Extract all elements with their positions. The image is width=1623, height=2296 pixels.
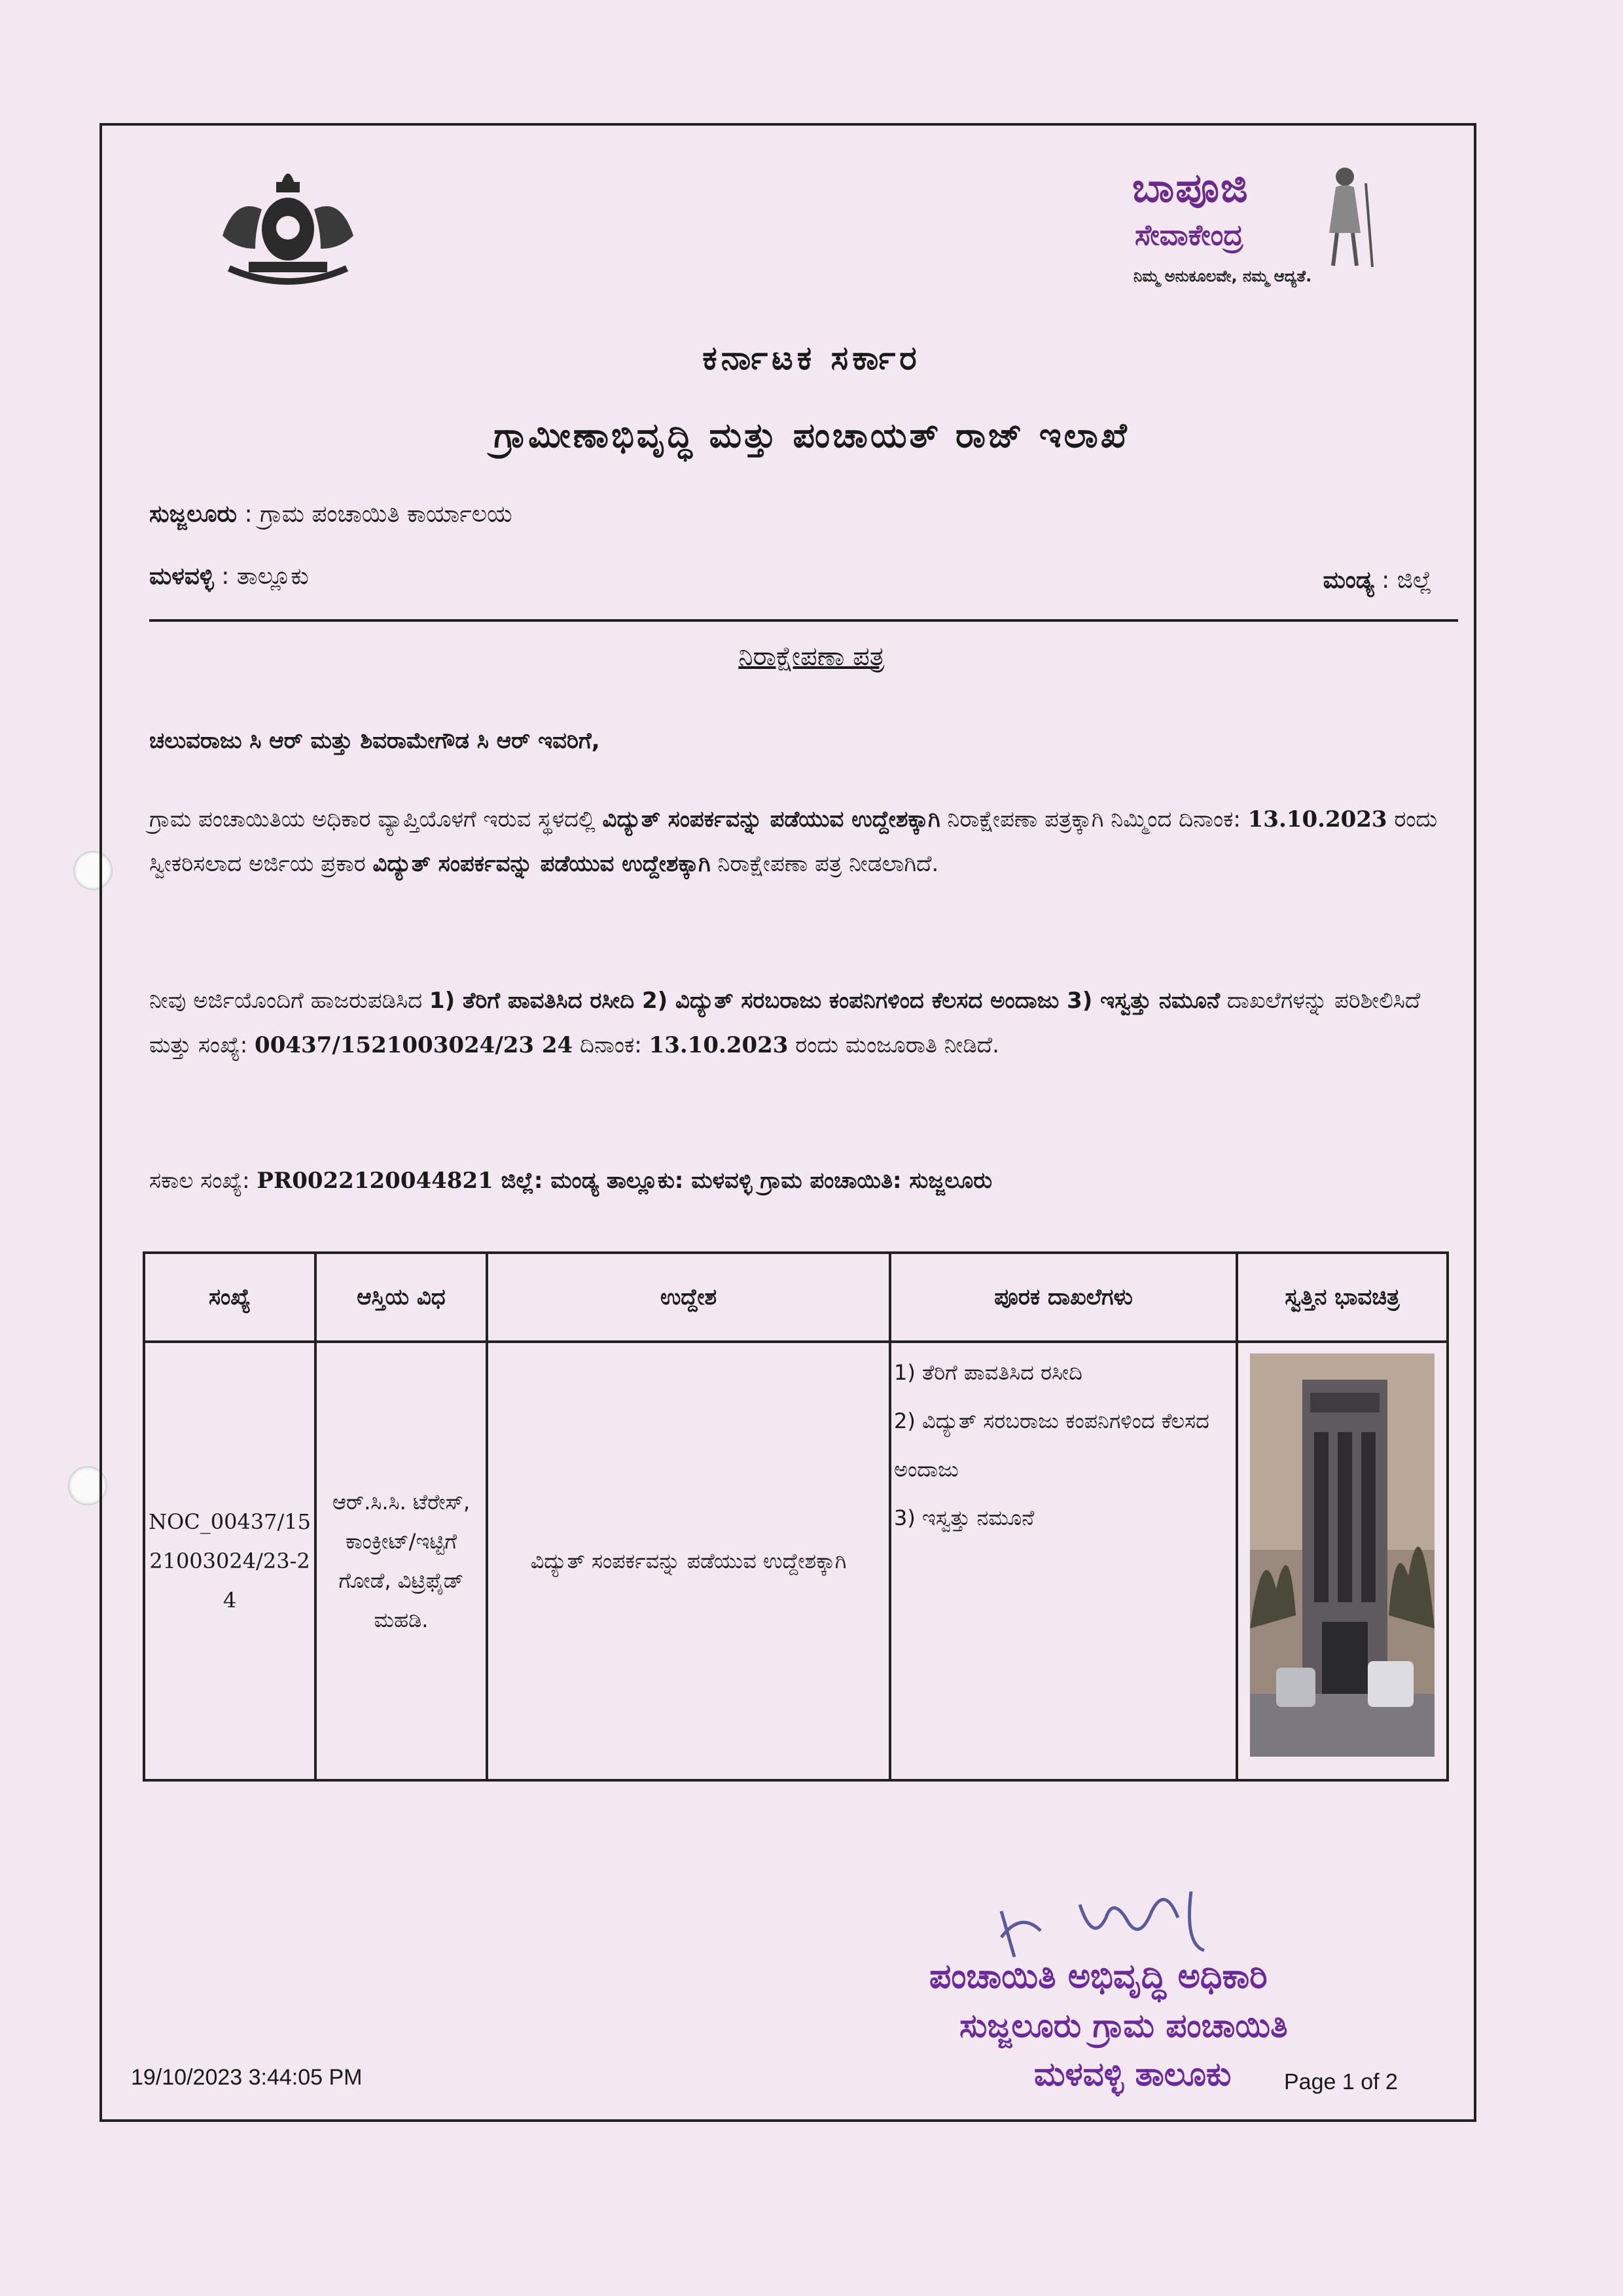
para1-text-e: ವಿದ್ಯುತ್ ಸಂಪರ್ಕವನ್ನು ಪಡೆಯುವ ಉದ್ದೇಶಕ್ಕಾಗಿ: [372, 851, 711, 877]
property-photo-cell: [1237, 1342, 1448, 1780]
district-name: ಮಂಡ್ಯ: [1323, 567, 1374, 594]
noc-table: [143, 1251, 1449, 1782]
document-item: 3) ಇಸ್ವತ್ತು ನಮೂನೆ: [894, 1505, 1035, 1530]
officer-taluk: ಮಳವಳ್ಳಿ ತಾಲೂಕು: [1034, 2055, 1232, 2093]
header-purpose: ಉದ್ದೇಶ: [487, 1253, 890, 1342]
para2-text-e: ರಂದು ಮಂಜೂರಾತಿ ನೀಡಿದೆ.: [788, 1032, 999, 1058]
para2-date: 13.10.2023: [649, 1032, 789, 1058]
district-line: [1323, 567, 1432, 594]
print-timestamp: 19/10/2023 3:44:05 PM: [131, 2065, 363, 2090]
taluk-name: ಮಳವಳ್ಳಿ: [149, 563, 214, 590]
header-property-type: ಆಸ್ತಿಯ ವಿಧ: [315, 1253, 487, 1342]
para1-text-c: ನಿರಾಕ್ಷೇಪಣಾ ಪತ್ರಕ್ಕಾಗಿ ನಿಮ್ಮಿಂದ ದಿನಾಂಕ:: [940, 806, 1248, 833]
para2-number: 00437/1521003024/23 24: [255, 1032, 573, 1058]
header-documents: ಪೂರಕ ದಾಖಲೆಗಳು: [890, 1253, 1237, 1342]
page-number: Page 1 of 2: [1284, 2070, 1398, 2094]
logo-line2: ಸೇವಾಕೇಂದ್ರ: [1135, 219, 1243, 252]
office-label: : ಗ್ರಾಮ ಪಂಚಾಯಿತಿ ಕಾರ್ಯಾಲಯ: [244, 501, 512, 528]
gandhi-figure-icon: [1306, 164, 1384, 268]
officer-designation: ಪಂಚಾಯಿತಿ ಅಭಿವೃದ್ಧಿ ಅಧಿಕಾರಿ: [929, 1957, 1268, 1996]
table-row: [144, 1342, 1448, 1780]
supporting-documents: [890, 1342, 1237, 1780]
para1-date: 13.10.2023: [1247, 806, 1387, 833]
header-number: ಸಂಖ್ಯೆ: [144, 1253, 315, 1342]
document-title: ನಿರಾಕ್ಷೇಪಣಾ ಪತ್ರ: [738, 641, 885, 672]
taluk-label: : ತಾಲ್ಲೂಕು: [221, 563, 309, 590]
paragraph-1: [149, 797, 1458, 886]
noc-number: NOC_00437/1521003024/23-24: [144, 1342, 315, 1780]
para2-text-b: 1) ತೆರಿಗೆ ಪಾವತಿಸಿದ ರಸೀದಿ 2) ವಿದ್ಯುತ್ ಸರಬರಾಜು ಕಂಪನಿಗಳಿಂದ ಕೆಲಸದ ಅಂದಾಜು 3) ಇಸ್ವತ್ತು ನಮೂನೆ: [429, 988, 1221, 1014]
office-name: ಸುಜ್ಜಲೂರು: [149, 501, 237, 528]
para2-text-d: ದಿನಾಂಕ:: [573, 1032, 649, 1058]
logo-line1: ಬಾಪೂಜಿ: [1132, 164, 1249, 211]
salutation: ಚಲುವರಾಜು ಸಿ ಆರ್ ಮತ್ತು ಶಿವರಾಮೇಗೌಡ ಸಿ ಆರ್ ಇವರಿಗೆ,: [149, 728, 600, 754]
logo-tagline: ನಿಮ್ಮ ಅನುಕೂಲವೇ, ನಮ್ಮ ಆದ್ಯತೆ.: [1133, 267, 1312, 285]
district-label: : ಜಿಲ್ಲೆ: [1382, 567, 1432, 594]
para1-text-d: ರಂದು ಸ್ವೀಕರಿಸಲಾದ ಅರ್ಜಿಯ ಪ್ರಕಾರ: [149, 806, 1438, 877]
office-line: [149, 501, 512, 528]
document-item: 1) ತೆರಿಗೆ ಪಾವತಿಸಿದ ರಸೀದಿ: [894, 1360, 1082, 1385]
handwritten-signature: [982, 1885, 1309, 1964]
property-photo: [1250, 1354, 1435, 1757]
officer-panchayat: ಸುಜ್ಜಲೂರು ಗ್ರಾಮ ಪಂಚಾಯಿತಿ: [959, 2007, 1288, 2045]
para1-text-b: ವಿದ್ಯುತ್ ಸಂಪರ್ಕವನ್ನು ಪಡೆಯುವ ಉದ್ದೇಶಕ್ಕಾಗಿ: [602, 806, 940, 833]
para2-text-c: ದಾಖಲೆಗಳನ್ನು ಪರಿಶೀಲಿಸಿದೆ ಮತ್ತು ಸಂಖ್ಯೆ:: [149, 988, 1421, 1058]
bapuji-sevakendra-logo: [1126, 164, 1387, 295]
property-type: ಆರ್.ಸಿ.ಸಿ. ಟೆರೇಸ್, ಕಾಂಕ್ರೀಟ್/ಇಟ್ಟಿಗೆ ಗೋಡೆ, ವಿಟ್ರಿಫೈಡ್ ಮಹಡಿ.: [315, 1342, 487, 1780]
para1-text-a: ಗ್ರಾಮ ಪಂಚಾಯಿತಿಯ ಅಧಿಕಾರ ವ್ಯಾಪ್ತಿಯೊಳಗೆ ಇರುವ ಸ್ಥಳದಲ್ಲಿ: [149, 806, 603, 833]
department-name: ಗ್ರಾಮೀಣಾಭಿವೃದ್ಧಿ ಮತ್ತು ಪಂಚಾಯತ್ ರಾಜ್ ಇಲಾಖೆ: [493, 416, 1130, 456]
taluk-line: [149, 563, 309, 590]
sakala-location: ಜಿಲ್ಲೆ: ಮಂಡ್ಯ ತಾಲ್ಲೂಕು: ಮಳವಳ್ಳಿ ಗ್ರಾಮ ಪಂಚಾಯಿತಿ: ಸುಜ್ಜಲೂರು: [493, 1168, 993, 1194]
table-header-row: [144, 1253, 1448, 1342]
header-property-photo: ಸ್ವತ್ತಿನ ಭಾವಚಿತ್ರ: [1237, 1253, 1448, 1342]
officer-signature-block: [923, 1885, 1459, 2094]
sakala-line: [149, 1158, 1458, 1203]
document-item: 2) ವಿದ್ಯುತ್ ಸರಬರಾಜು ಕಂಪನಿಗಳಿಂದ ಕೆಲಸದ ಅಂದಾಜು: [894, 1408, 1209, 1482]
government-name: ಕರ್ನಾಟಕ ಸರ್ಕಾರ: [702, 339, 921, 377]
karnataka-emblem-icon: [203, 157, 373, 288]
paragraph-2: [149, 978, 1458, 1067]
para2-text-a: ನೀವು ಅರ್ಜಿಯೊಂದಿಗೆ ಹಾಜರುಪಡಿಸಿದ: [149, 988, 429, 1014]
purpose: ವಿದ್ಯುತ್ ಸಂಪರ್ಕವನ್ನು ಪಡೆಯುವ ಉದ್ದೇಶಕ್ಕಾಗಿ: [487, 1342, 890, 1780]
header-divider: [149, 619, 1458, 622]
sakala-number: PR0022120044821: [257, 1168, 493, 1194]
sakala-label: ಸಕಾಲ ಸಂಖ್ಯೆ:: [149, 1168, 257, 1194]
para1-text-f: ನಿರಾಕ್ಷೇಪಣಾ ಪತ್ರ ನೀಡಲಾಗಿದೆ.: [710, 851, 939, 877]
